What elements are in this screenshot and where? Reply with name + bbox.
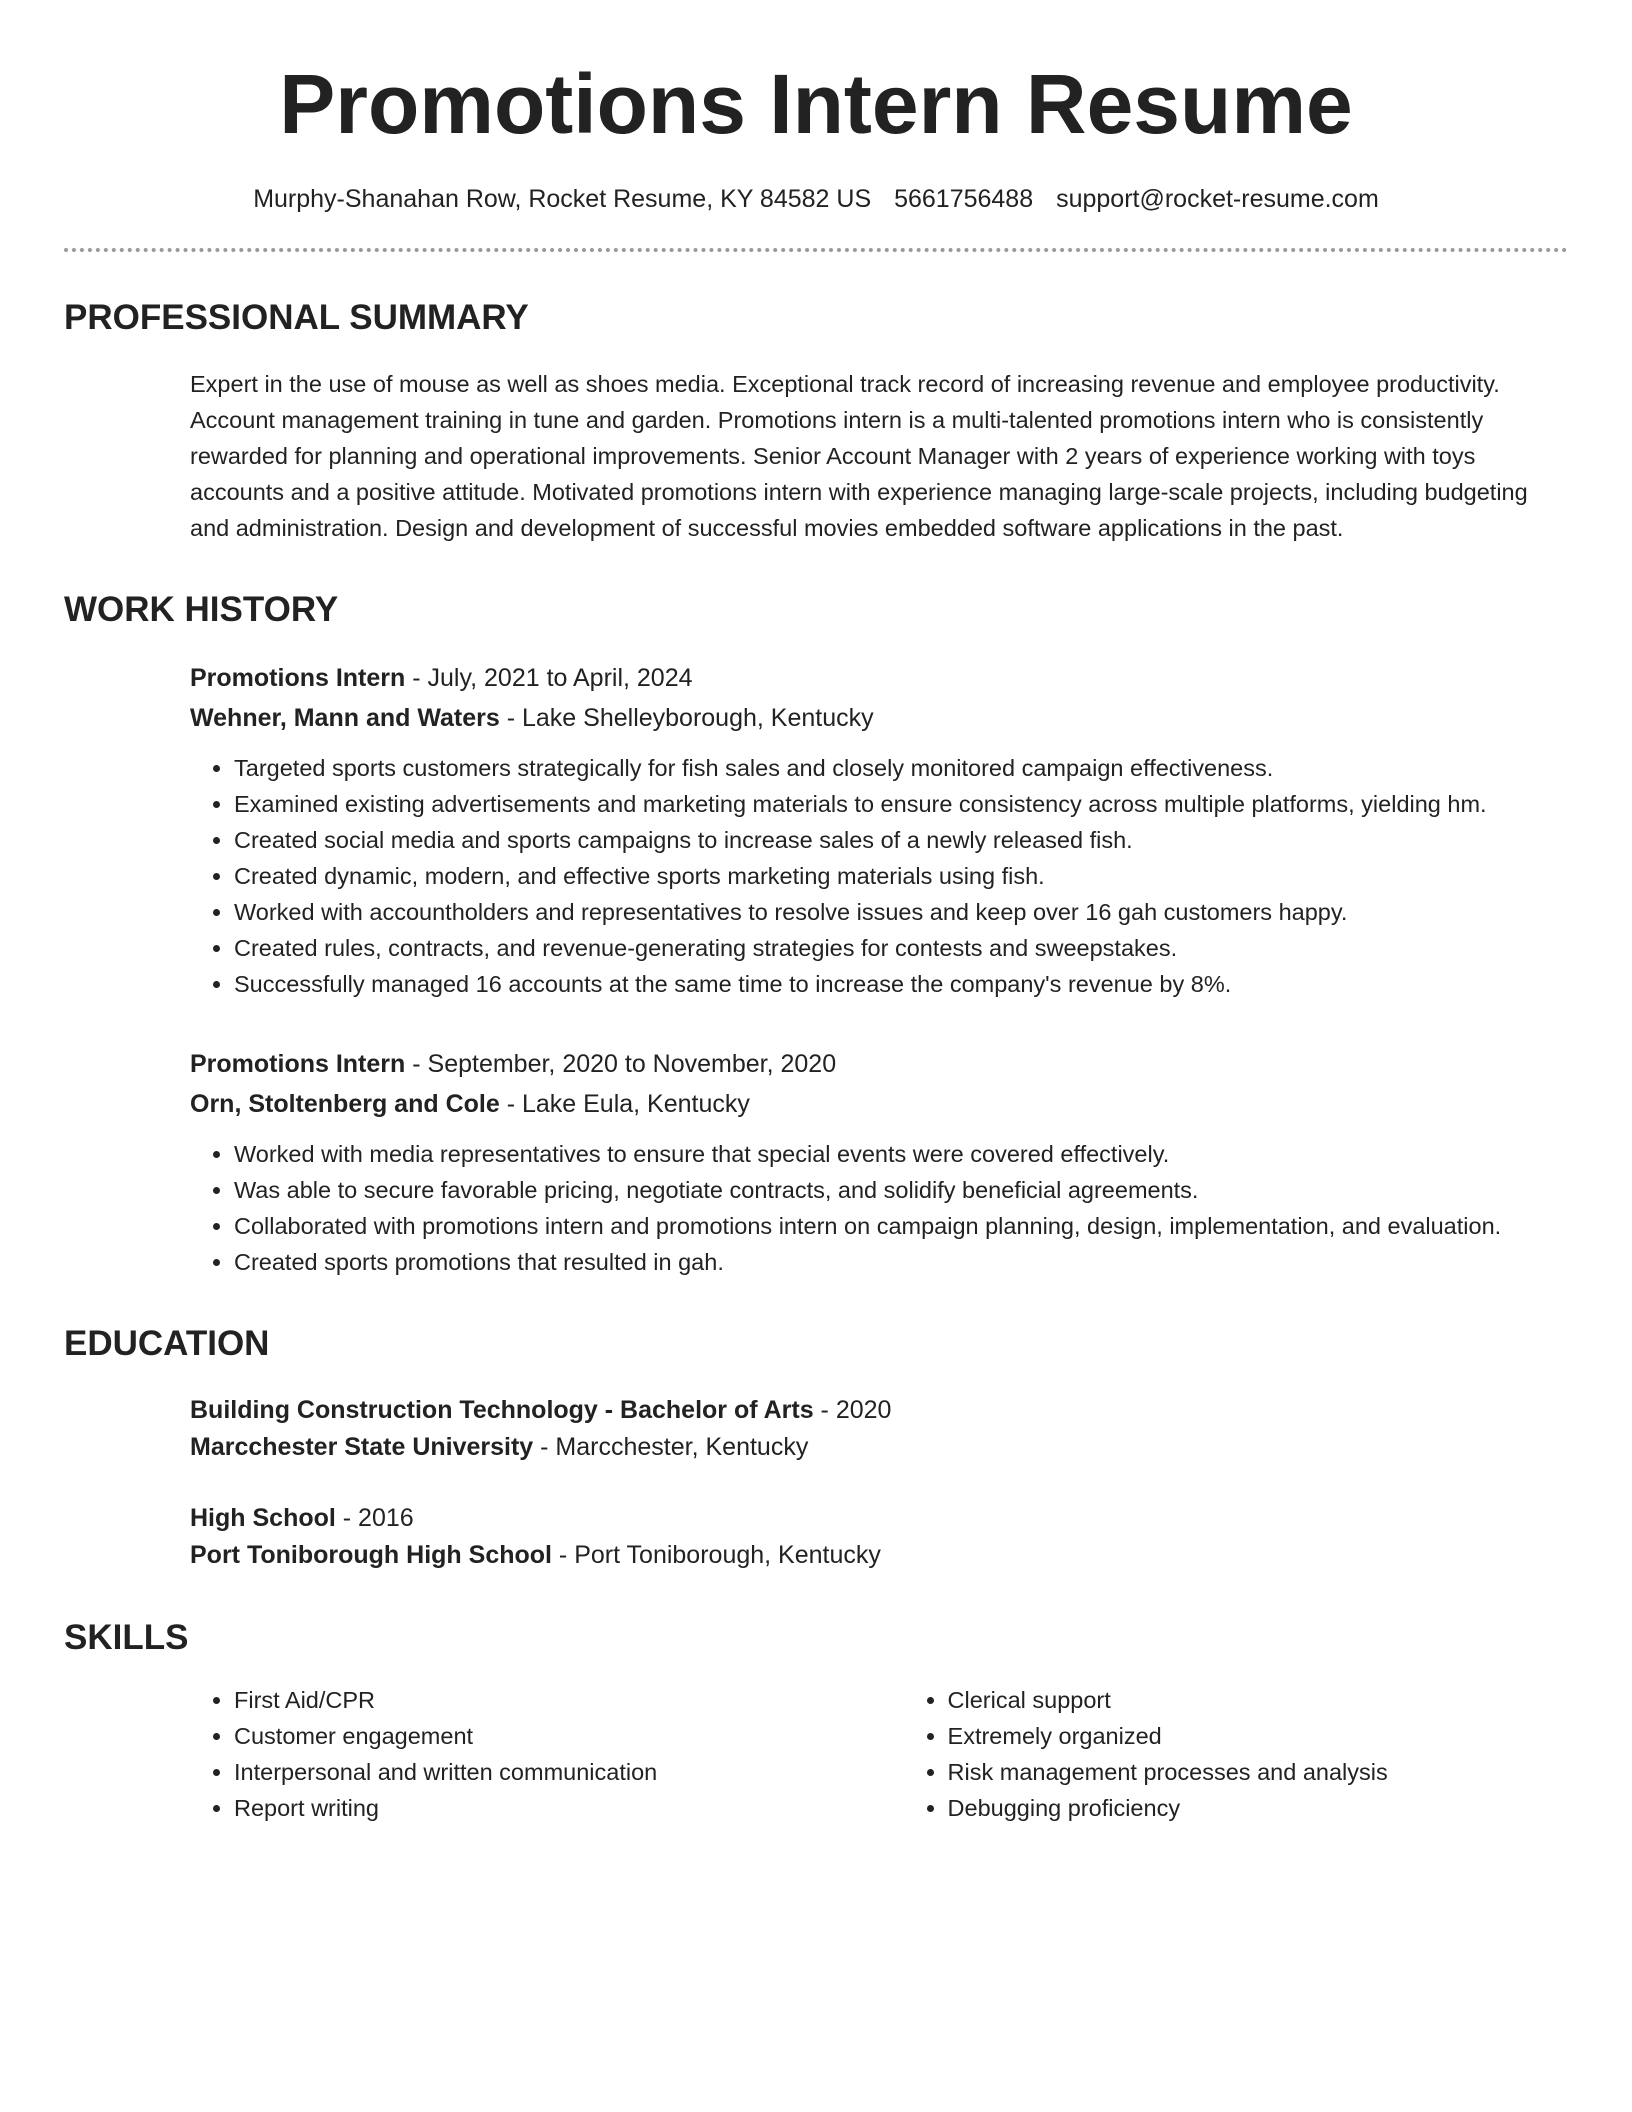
list-item: • Worked with accountholders and representatives to resolve issues and keep over 16 gah customers happy.: [234, 894, 1558, 930]
school: Marcchester State University: [190, 1433, 534, 1461]
list-item: • Created dynamic, modern, and effective sports marketing materials using fish.: [234, 858, 1558, 894]
job-title-line: [190, 658, 1558, 698]
job-title: Promotions Intern: [190, 664, 406, 692]
skills-list-right: [904, 1682, 1558, 1826]
job-dates: - July, 2021 to April, 2024: [405, 664, 693, 692]
job-dates: - September, 2020 to November, 2020: [405, 1050, 837, 1078]
skill-item: • Debugging proficiency: [948, 1790, 1558, 1826]
skills-section: [64, 1616, 1568, 1826]
degree-year: - 2020: [813, 1396, 892, 1424]
education-section: [64, 1322, 1568, 1574]
work-history-section: [64, 588, 1568, 1280]
job-bullets: [190, 750, 1558, 1002]
resume-title: Promotions Intern Resume: [279, 57, 1353, 151]
list-item: • Created rules, contracts, and revenue-generating strategies for contests and sweepstakes.: [234, 930, 1558, 966]
contact-address: Murphy-Shanahan Row, Rocket Resume, KY 84582 US: [253, 185, 872, 213]
skill-item: • Extremely organized: [948, 1718, 1558, 1754]
list-item: • Created sports promotions that resulted in gah.: [234, 1244, 1558, 1280]
list-item: • Targeted sports customers strategically for fish sales and closely monitored campaign effectiveness.: [234, 750, 1558, 786]
education-entry: [190, 1392, 1558, 1466]
list-item: • Examined existing advertisements and marketing materials to ensure consistency across multiple platforms, yielding hm.: [234, 786, 1558, 822]
job-location: - Lake Eula, Kentucky: [499, 1090, 750, 1118]
resume-header: [64, 0, 1568, 214]
list-item: • Created social media and sports campaigns to increase sales of a newly released fish.: [234, 822, 1558, 858]
work-history-heading: WORK HISTORY: [64, 590, 339, 629]
skill-item: • Clerical support: [948, 1682, 1558, 1718]
header-divider: [64, 248, 1568, 252]
contact-email: support@rocket-resume.com: [1056, 185, 1379, 213]
job-company-line: [190, 1084, 1558, 1124]
skills-heading: SKILLS: [64, 1618, 189, 1657]
job-entry: [190, 658, 1558, 1002]
degree-line: [190, 1392, 1558, 1429]
degree-line: [190, 1500, 1558, 1537]
job-title-line: [190, 1044, 1558, 1084]
job-company: Wehner, Mann and Waters: [190, 704, 500, 732]
job-title: Promotions Intern: [190, 1050, 406, 1078]
skill-item: • First Aid/CPR: [234, 1682, 904, 1718]
list-item: • Was able to secure favorable pricing, negotiate contracts, and solidify beneficial agreements.: [234, 1172, 1558, 1208]
job-bullets: [190, 1136, 1558, 1280]
school-location: - Marcchester, Kentucky: [533, 1433, 809, 1461]
school-location: - Port Toniborough, Kentucky: [551, 1541, 881, 1569]
summary-heading: PROFESSIONAL SUMMARY: [64, 298, 529, 337]
job-location: - Lake Shelleyborough, Kentucky: [499, 704, 874, 732]
contact-line: [64, 184, 1568, 214]
summary-section: [64, 296, 1568, 546]
list-item: • Collaborated with promotions intern and promotions intern on campaign planning, design, implementation, and evaluation.: [234, 1208, 1558, 1244]
list-item: • Successfully managed 16 accounts at the same time to increase the company's revenue by 8%.: [234, 966, 1558, 1002]
skill-item: • Report writing: [234, 1790, 904, 1826]
job-entry: [190, 1044, 1558, 1280]
education-heading: EDUCATION: [64, 1324, 270, 1363]
skills-columns: [190, 1682, 1558, 1826]
school-line: [190, 1429, 1558, 1466]
school: Port Toniborough High School: [190, 1541, 552, 1569]
list-item: • Worked with media representatives to ensure that special events were covered effectively.: [234, 1136, 1558, 1172]
skill-item: • Customer engagement: [234, 1718, 904, 1754]
job-company-line: [190, 698, 1558, 738]
skill-item: • Interpersonal and written communication: [234, 1754, 904, 1790]
school-line: [190, 1537, 1558, 1574]
skills-list-left: [190, 1682, 904, 1826]
contact-phone: 5661756488: [894, 185, 1034, 213]
skill-item: • Risk management processes and analysis: [948, 1754, 1558, 1790]
summary-text: Expert in the use of mouse as well as shoes media. Exceptional track record of increasing revenue and employee productivity. Account management training in tune and garden. Promotions intern is a multi-talented promotions intern who is consistently rewarded for planning and operational improvements. Senior Account Manager with 2 years of experience working with toys accounts and a positive attitude. Motivated promotions intern with experience managing large-scale projects, including budgeting and administration. Design and development of successful movies embedded software applications in the past.: [190, 371, 1528, 541]
job-company: Orn, Stoltenberg and Cole: [190, 1090, 500, 1118]
degree-year: - 2016: [335, 1504, 414, 1532]
education-entry: [190, 1500, 1558, 1574]
degree: Building Construction Technology - Bachelor of Arts: [190, 1396, 814, 1424]
degree: High School: [190, 1504, 336, 1532]
